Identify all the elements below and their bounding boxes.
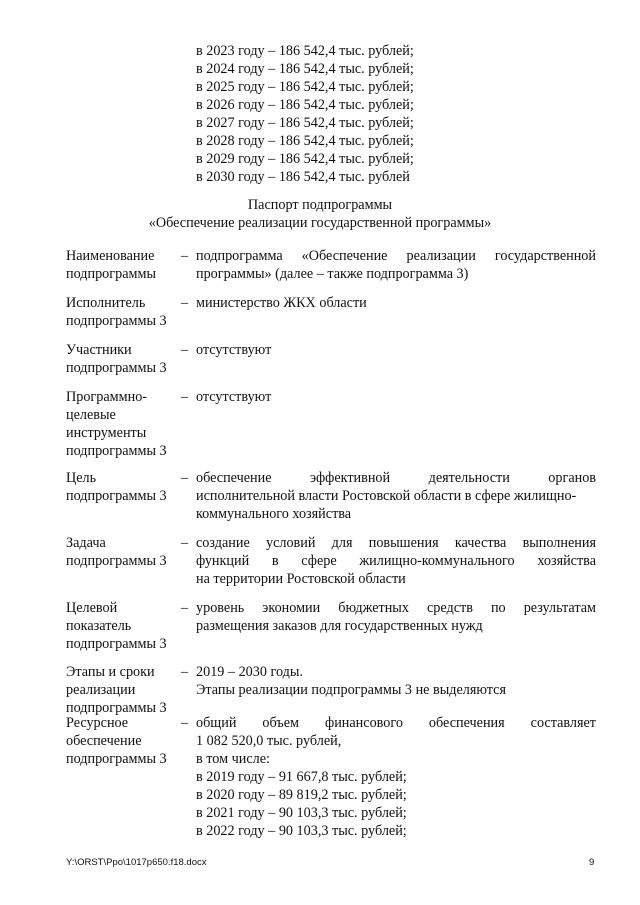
row-label: Цель подпрограммы 3 (66, 470, 167, 504)
row-dash: – (181, 715, 189, 731)
row-label: Наименование подпрограммы (66, 248, 156, 282)
row-value: отсутствуют (196, 389, 272, 405)
row-dash: – (181, 664, 189, 680)
row-label: Участники подпрограммы 3 (66, 342, 167, 376)
subprogram-title: «Обеспечение реализации государственной программы» (148, 215, 492, 231)
passport-title: Паспорт подпрограммы (247, 197, 393, 213)
year-line: в 2025 году – 186 542,4 тыс. рублей; (196, 79, 414, 95)
year-line: в 2024 году – 186 542,4 тыс. рублей; (196, 61, 414, 77)
row-value: создание условий для повышения качества выполнения функций в сфере жилищно-коммунального хозяйства на территории Ростовской области (196, 535, 596, 587)
row-dash: – (181, 470, 189, 486)
row-value: уровень экономии бюджетных средств по результатам размещения заказов для государственных нужд (196, 600, 596, 634)
row-label: Этапы и сроки реализации подпрограммы 3 (66, 664, 167, 716)
row-value: отсутствуют (196, 342, 272, 358)
year-line: в 2028 году – 186 542,4 тыс. рублей; (196, 133, 414, 149)
year-line: в 2030 году – 186 542,4 тыс. рублей (196, 169, 410, 185)
page-number: 9 (589, 857, 595, 868)
row-value: подпрограмма «Обеспечение реализации государственной программы» (далее – также подпрограмма 3) (196, 248, 596, 282)
row-dash: – (181, 389, 189, 405)
year-line: в 2026 году – 186 542,4 тыс. рублей; (196, 97, 414, 113)
row-label: Ресурсное обеспечение подпрограммы 3 (66, 715, 167, 767)
row-value: обеспечение эффективной деятельности органов исполнительной власти Ростовской области в сфере жилищно- коммунального хозяйства (196, 470, 596, 522)
row-value: общий объем финансового обеспечения составляет 1 082 520,0 тыс. рублей, в том числе: в 2019 году – 91 667,8 тыс. рублей; в 2020 году – 89 819,2 тыс. рублей; в 2021 году – 90 103,3 тыс. рублей; в 2022 году – 90 103,3 тыс. рублей; (196, 715, 596, 839)
row-dash: – (181, 600, 189, 616)
row-value: 2019 – 2030 годы. Этапы реализации подпрограммы 3 не выделяются (196, 664, 506, 698)
row-value: министерство ЖКХ области (196, 295, 367, 311)
year-line: в 2023 году – 186 542,4 тыс. рублей; (196, 43, 414, 59)
row-dash: – (181, 248, 189, 264)
row-dash: – (181, 535, 189, 551)
footer-file-path: Y:\ORST\Ppo\1017p650.f18.docx (66, 857, 207, 868)
row-dash: – (181, 295, 189, 311)
row-label: Исполнитель подпрограммы 3 (66, 295, 167, 329)
row-label: Задача подпрограммы 3 (66, 535, 167, 569)
year-line: в 2027 году – 186 542,4 тыс. рублей; (196, 115, 414, 131)
row-dash: – (181, 342, 189, 358)
row-label: Целевой показатель подпрограммы 3 (66, 600, 167, 652)
row-label: Программно- целевые инструменты подпрограммы 3 (66, 389, 167, 459)
year-line: в 2029 году – 186 542,4 тыс. рублей; (196, 151, 414, 167)
